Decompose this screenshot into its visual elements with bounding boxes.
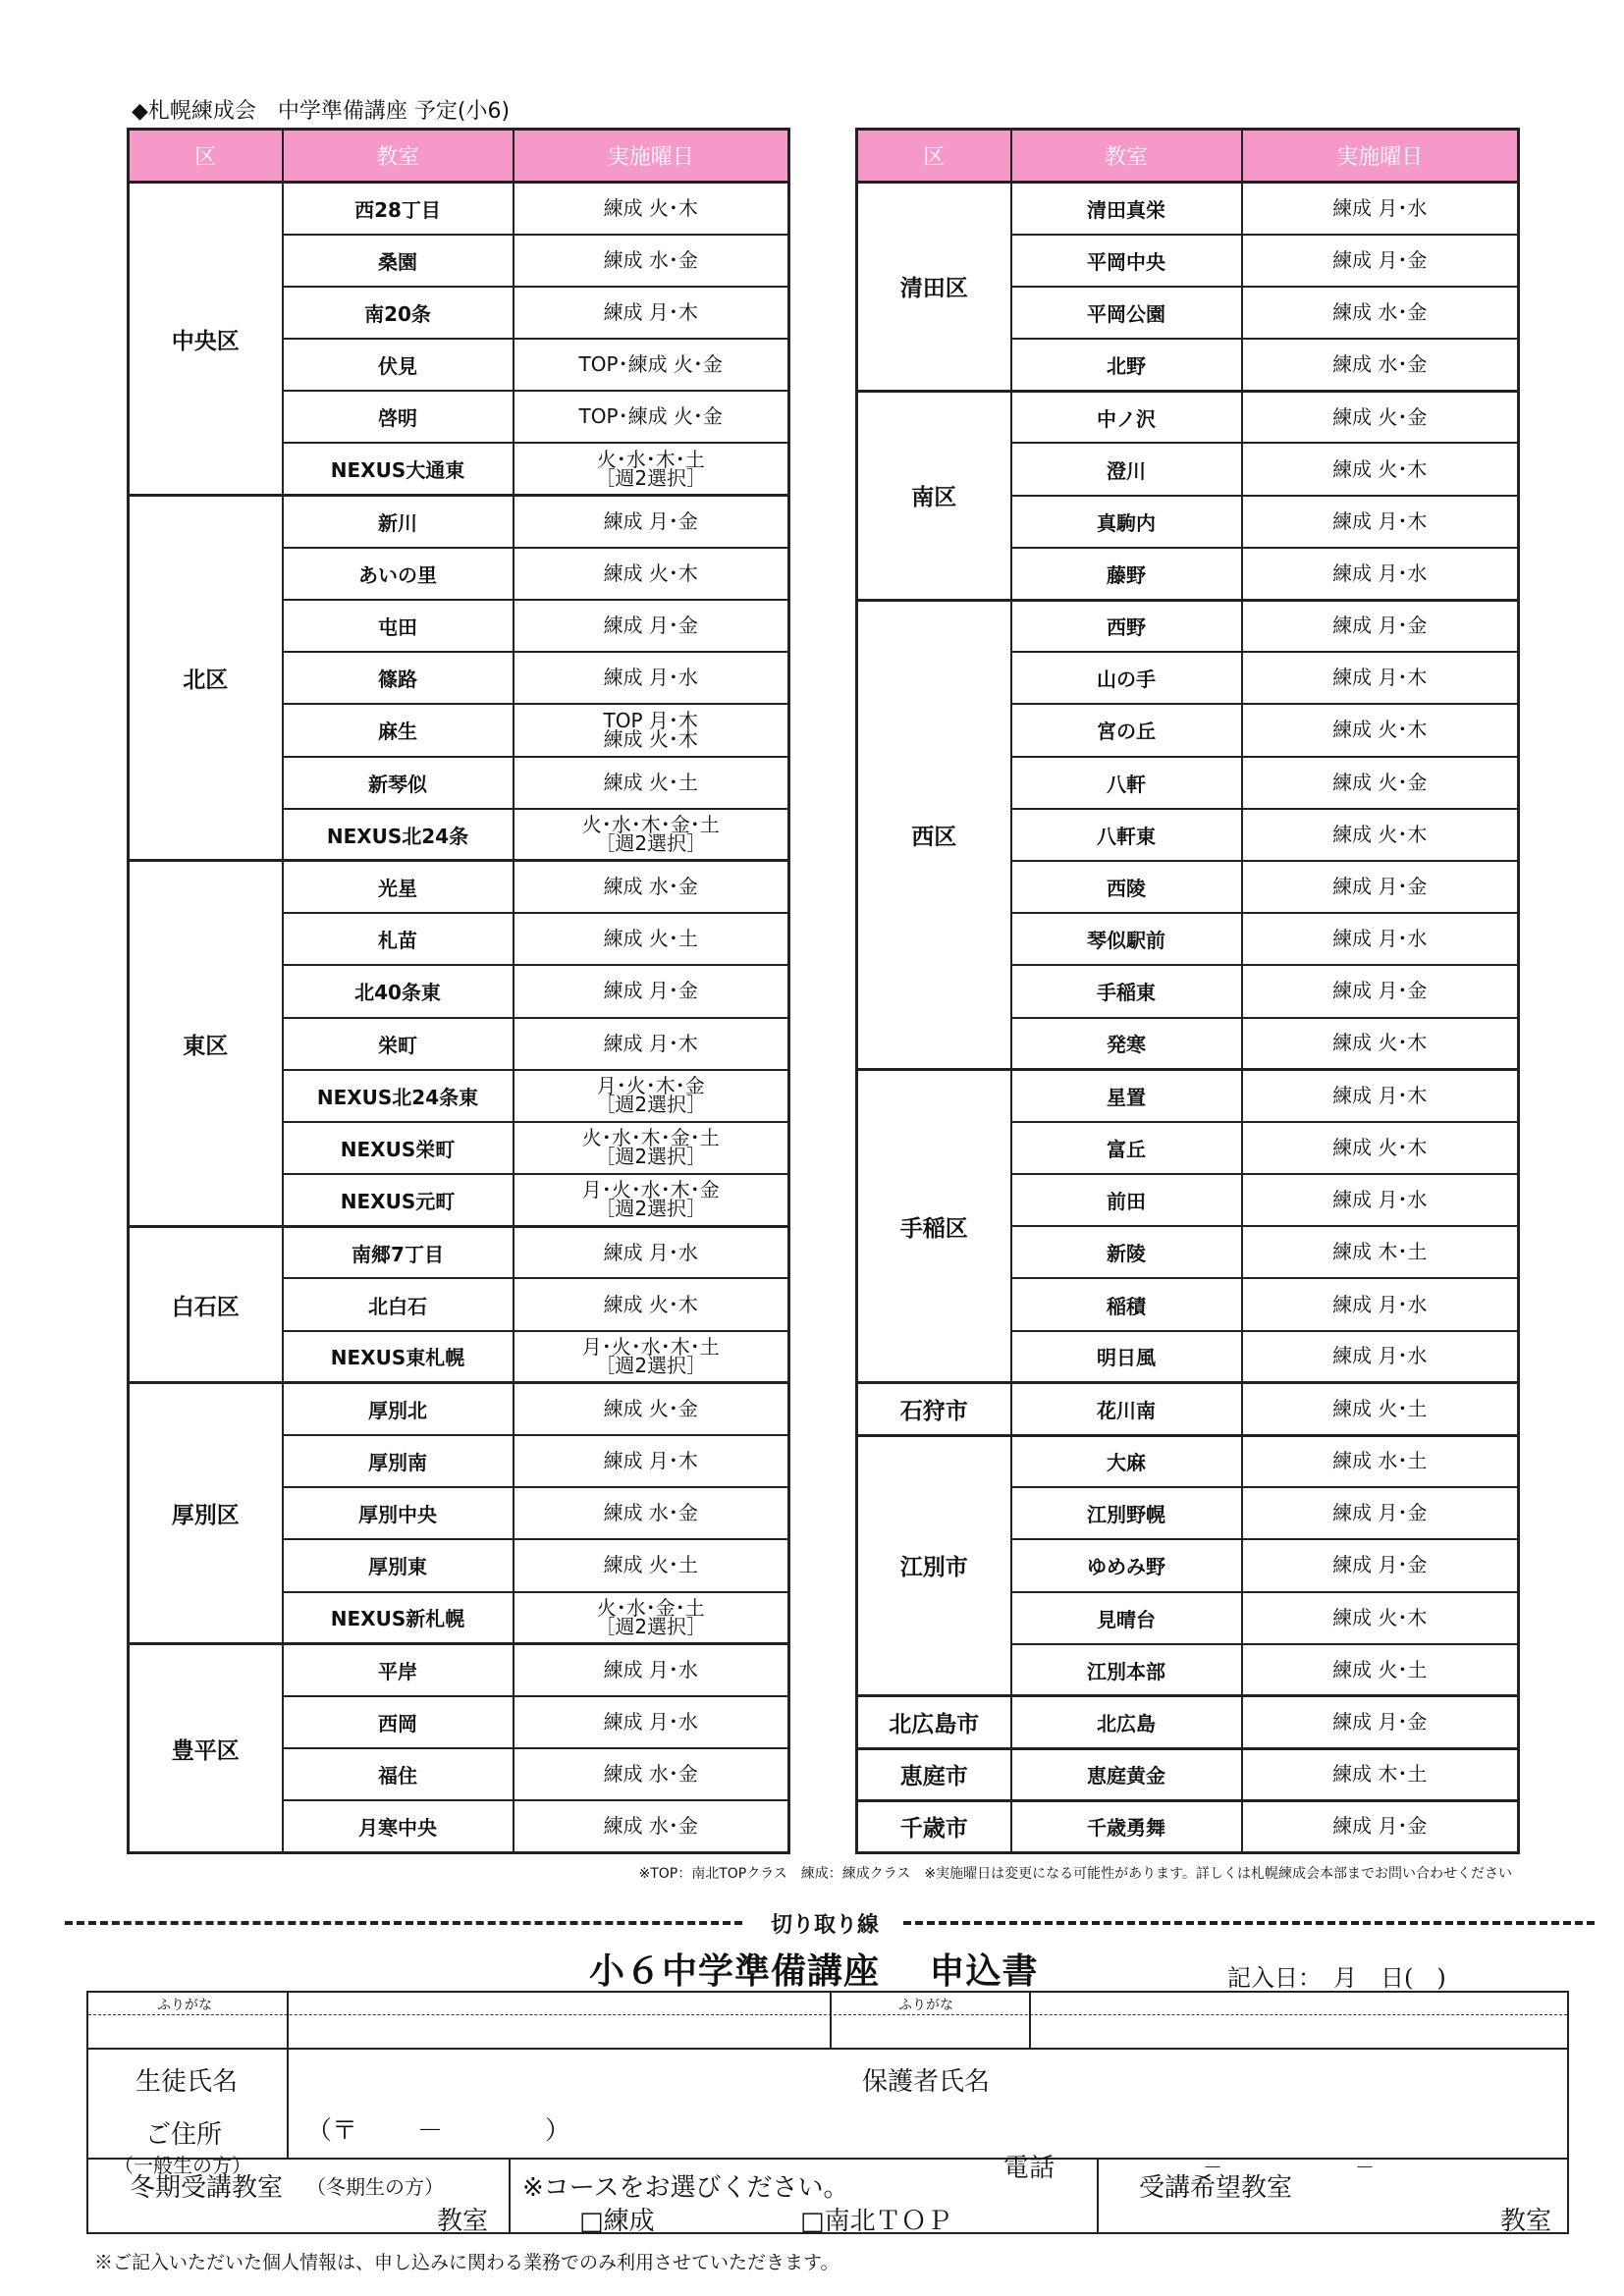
document-title: ◆札幌練成会 中学準備講座 予定(小6) <box>132 99 511 124</box>
day-cell <box>1242 600 1519 652</box>
room-cell: 厚別北 <box>283 1383 514 1435</box>
ward-cell: 石狩市 <box>857 1383 1011 1435</box>
day-cell <box>1242 1331 1519 1383</box>
room-cell: 西岡 <box>283 1696 514 1748</box>
day-cell <box>514 1383 789 1435</box>
entry-date-field[interactable]: 記入日： 月 日( ) <box>1227 1964 1446 1992</box>
option-rensei-checkbox[interactable]: □練成 <box>579 2207 655 2236</box>
day-line: 練成 火･木 <box>1332 456 1428 481</box>
day-line: 練成 火･木 <box>1332 822 1428 846</box>
day-line: 火･水･木･土 <box>596 447 705 471</box>
room-cell: 新陵 <box>1011 1226 1242 1278</box>
day-line: 練成 木･土 <box>1332 1762 1428 1787</box>
room-cell: 伏見 <box>283 339 514 391</box>
table-row <box>857 1748 1519 1800</box>
ward-cell: 恵庭市 <box>857 1748 1011 1800</box>
day-cell <box>514 1592 789 1644</box>
day-line: 練成 月･金 <box>1332 247 1428 272</box>
table-row <box>129 1644 789 1696</box>
room-cell: 千歳勇舞 <box>1011 1800 1242 1852</box>
day-line: 火･水･木･金･土 <box>581 813 720 837</box>
day-cell <box>1242 1800 1519 1852</box>
schedule-table-left <box>127 128 790 1854</box>
day-cell <box>514 1278 789 1330</box>
room-cell: 南郷7丁目 <box>283 1226 514 1278</box>
day-cell <box>1242 1644 1519 1696</box>
day-line: 練成 水･金 <box>1332 351 1428 376</box>
day-line: 練成 火･木 <box>603 195 698 220</box>
day-line: 練成 月･水 <box>1332 195 1428 220</box>
day-cell <box>1242 1487 1519 1539</box>
ward-cell: 東区 <box>129 861 283 1226</box>
day-line: 練成 月･水 <box>1332 927 1428 951</box>
room-cell: 福住 <box>283 1748 514 1800</box>
day-cell <box>1242 809 1519 861</box>
room-cell: 栄町 <box>283 1018 514 1070</box>
day-line: ［週2選択］ <box>595 1353 707 1377</box>
room-cell: 明日風 <box>1011 1331 1242 1383</box>
day-line: 練成 月･金 <box>603 614 698 638</box>
privacy-note: ※ご記入いただいた個人情報は、申し込みに関わる業務でのみ利用させていただきます。 <box>94 2252 839 2273</box>
day-line: 練成 水･金 <box>603 875 698 899</box>
day-line: 練成 月･水 <box>1332 561 1428 585</box>
application-form <box>86 1991 1569 2234</box>
day-line: 練成 火･金 <box>1332 404 1428 429</box>
room-cell: あいの里 <box>283 548 514 600</box>
day-cell <box>514 1174 789 1226</box>
table-row <box>857 1070 1519 1122</box>
day-line: 練成 火･木 <box>603 1292 698 1316</box>
room-cell: 麻生 <box>283 704 514 756</box>
day-line: 練成 月･木 <box>1332 508 1428 533</box>
day-cell <box>514 1539 789 1591</box>
room-cell: 新琴似 <box>283 757 514 809</box>
day-line: 練成 月･木 <box>603 1031 698 1055</box>
day-cell <box>1242 1070 1519 1122</box>
address-label: ご住所 <box>145 2120 223 2150</box>
row-divider <box>88 2158 1567 2160</box>
room-cell: NEXUS栄町 <box>283 1122 514 1174</box>
header-ward: 区 <box>129 130 283 183</box>
day-cell <box>1242 1696 1519 1748</box>
room-cell: 平岸 <box>283 1644 514 1696</box>
room-cell: 見晴台 <box>1011 1592 1242 1644</box>
day-line: 練成 火･木 <box>603 561 698 585</box>
room-cell: NEXUS北24条 <box>283 809 514 861</box>
furigana-label-guardian: ふりがな <box>898 1998 953 2013</box>
option-top-checkbox[interactable]: □南北ＴＯＰ <box>800 2207 952 2236</box>
room-cell: 北40条東 <box>283 965 514 1017</box>
table-row <box>857 1435 1519 1487</box>
room-cell: 八軒東 <box>1011 809 1242 861</box>
day-line: 練成 月･金 <box>1332 1814 1428 1839</box>
day-line: 練成 月･金 <box>603 979 698 1003</box>
day-cell <box>1242 1018 1519 1070</box>
cut-line-left <box>65 1921 742 1925</box>
header-room: 教室 <box>1011 130 1242 183</box>
room-cell: 富丘 <box>1011 1122 1242 1174</box>
day-cell <box>514 339 789 391</box>
day-line: 練成 火･金 <box>603 1397 698 1421</box>
day-line: 練成 月･水 <box>1332 1188 1428 1212</box>
room-cell: 西野 <box>1011 600 1242 652</box>
day-cell <box>1242 1226 1519 1278</box>
cut-line-right <box>903 1921 1595 1925</box>
ward-cell: 白石区 <box>129 1226 283 1383</box>
postal-dash: － <box>417 2116 444 2146</box>
day-cell <box>1242 1174 1519 1226</box>
ward-cell: 西区 <box>857 600 1011 1070</box>
day-line: 練成 月･金 <box>1332 1553 1428 1577</box>
room-cell: 札苗 <box>283 913 514 965</box>
ward-cell: 厚別区 <box>129 1383 283 1644</box>
day-line: 練成 月･水 <box>603 666 698 690</box>
room-cell: 江別本部 <box>1011 1644 1242 1696</box>
ward-cell: 江別市 <box>857 1435 1011 1696</box>
day-line: 練成 月･金 <box>1332 1501 1428 1525</box>
day-line: 練成 火･金 <box>1332 770 1428 794</box>
header-day: 実施曜日 <box>514 130 789 183</box>
room-cell: 平岡公園 <box>1011 287 1242 339</box>
day-cell <box>514 600 789 652</box>
winter-class-label: 冬期受講教室 <box>130 2173 284 2203</box>
room-cell: 前田 <box>1011 1174 1242 1226</box>
room-cell: 八軒 <box>1011 757 1242 809</box>
day-line: 火･水･金･土 <box>596 1595 705 1620</box>
student-name-input[interactable] <box>289 2016 830 2048</box>
room-cell: 手稲東 <box>1011 965 1242 1017</box>
room-cell: 発寒 <box>1011 1018 1242 1070</box>
room-cell: 中ノ沢 <box>1011 391 1242 443</box>
day-cell <box>514 757 789 809</box>
room-cell: 篠路 <box>283 652 514 704</box>
day-cell <box>514 1800 789 1852</box>
table-row <box>129 1383 789 1435</box>
phone-label: 電話 <box>1003 2154 1056 2183</box>
col-divider <box>509 2158 511 2234</box>
header-room: 教室 <box>283 130 514 183</box>
day-cell <box>514 861 789 913</box>
winter-class-suffix: 教室 <box>437 2207 489 2236</box>
day-cell <box>1242 1122 1519 1174</box>
footnote: ※TOP：南北TOPクラス 練成：練成クラス ※実施曜日は変更になる可能性があります。詳しくは札幌練成会本部までお問い合わせください <box>638 1866 1512 1882</box>
day-cell <box>1242 443 1519 495</box>
room-cell: 恵庭黄金 <box>1011 1748 1242 1800</box>
ward-cell: 南区 <box>857 391 1011 600</box>
room-cell: 稲積 <box>1011 1278 1242 1330</box>
day-line: TOP 月･木 <box>603 708 698 732</box>
ward-cell: 北広島市 <box>857 1696 1011 1748</box>
room-cell: 藤野 <box>1011 548 1242 600</box>
day-cell <box>1242 1539 1519 1591</box>
room-cell: NEXUS元町 <box>283 1174 514 1226</box>
table-row <box>857 1696 1519 1748</box>
day-line: 火･水･木･金･土 <box>581 1126 720 1150</box>
day-cell <box>1242 1435 1519 1487</box>
room-cell: 琴似駅前 <box>1011 913 1242 965</box>
room-cell: NEXUS新札幌 <box>283 1592 514 1644</box>
room-cell: ゆめみ野 <box>1011 1539 1242 1591</box>
day-line: 練成 月･水 <box>603 1240 698 1264</box>
winter-class-note: （冬期生の方） <box>306 2175 444 2199</box>
day-cell <box>1242 1592 1519 1644</box>
form-title: 小６中学準備講座 申込書 <box>589 1951 1039 1992</box>
day-line: 練成 月･木 <box>603 299 698 324</box>
room-cell: 北広島 <box>1011 1696 1242 1748</box>
header-row <box>129 130 789 183</box>
ward-cell: 清田区 <box>857 183 1011 392</box>
room-cell: 宮の丘 <box>1011 704 1242 756</box>
day-cell <box>514 1070 789 1122</box>
day-cell <box>514 391 789 443</box>
table-row <box>857 1383 1519 1435</box>
col-divider <box>830 1993 832 2048</box>
header-day: 実施曜日 <box>1242 130 1519 183</box>
ward-cell: 中央区 <box>129 183 283 496</box>
day-line: 練成 火･土 <box>603 1553 698 1577</box>
ward-cell: 豊平区 <box>129 1644 283 1853</box>
room-cell: 北白石 <box>283 1278 514 1330</box>
day-cell <box>514 287 789 339</box>
day-line: 練成 月･金 <box>1332 1710 1428 1735</box>
day-cell <box>1242 183 1519 235</box>
day-cell <box>514 1435 789 1487</box>
room-cell: 北野 <box>1011 339 1242 391</box>
room-cell: 真駒内 <box>1011 496 1242 548</box>
day-cell <box>514 1226 789 1278</box>
table-row <box>129 1226 789 1278</box>
furigana-label-student: ふりがな <box>157 1998 212 2013</box>
day-line: 練成 月･木 <box>1332 666 1428 690</box>
day-line: 練成 火･木 <box>1332 718 1428 742</box>
room-cell: 南20条 <box>283 287 514 339</box>
day-cell <box>1242 965 1519 1017</box>
day-cell <box>1242 287 1519 339</box>
day-cell <box>514 704 789 756</box>
schedule-table-right <box>855 128 1520 1854</box>
room-cell: NEXUS大通東 <box>283 443 514 495</box>
header-row <box>857 130 1519 183</box>
day-cell <box>514 1331 789 1383</box>
room-cell: 桑園 <box>283 235 514 287</box>
day-line: ［週2選択］ <box>595 1614 707 1638</box>
day-line: 練成 月･水 <box>1332 1292 1428 1316</box>
desired-class-suffix: 教室 <box>1500 2207 1552 2236</box>
table-row <box>857 183 1519 235</box>
table-row <box>129 183 789 235</box>
room-cell: 清田真栄 <box>1011 183 1242 235</box>
day-line: 練成 月･金 <box>603 508 698 533</box>
day-line: 練成 月･金 <box>1332 875 1428 899</box>
room-cell: NEXUS北24条東 <box>283 1070 514 1122</box>
room-cell: NEXUS東札幌 <box>283 1331 514 1383</box>
table-row <box>129 861 789 913</box>
room-cell: 光星 <box>283 861 514 913</box>
day-cell <box>514 235 789 287</box>
table-row <box>857 391 1519 443</box>
ward-cell: 千歳市 <box>857 1800 1011 1852</box>
day-line: ［週2選択］ <box>595 1093 707 1117</box>
day-line: 月･火･木･金 <box>596 1074 705 1098</box>
furigana-divider <box>88 2014 1567 2015</box>
day-line: 月･火･水･木･土 <box>581 1334 720 1359</box>
day-line: ［週2選択］ <box>595 831 707 856</box>
day-line: 練成 水･金 <box>1332 299 1428 324</box>
day-line: ［週2選択］ <box>595 1145 707 1169</box>
table-row <box>129 496 789 548</box>
day-cell <box>1242 704 1519 756</box>
guardian-name-input[interactable] <box>1031 2016 1567 2048</box>
day-cell <box>1242 652 1519 704</box>
day-line: 練成 月･水 <box>1332 1344 1428 1368</box>
room-cell: 厚別南 <box>283 1435 514 1487</box>
day-line: 練成 水･土 <box>1332 1449 1428 1473</box>
day-cell <box>514 1644 789 1696</box>
table-row <box>857 600 1519 652</box>
room-cell: 厚別東 <box>283 1539 514 1591</box>
day-cell <box>514 1696 789 1748</box>
day-line: 練成 水･金 <box>603 1762 698 1787</box>
day-line: 練成 火･土 <box>1332 1396 1428 1420</box>
table-row <box>857 1800 1519 1852</box>
day-line: 練成 火･土 <box>1332 1657 1428 1682</box>
room-cell: 江別野幌 <box>1011 1487 1242 1539</box>
day-cell <box>514 809 789 861</box>
day-cell <box>514 183 789 235</box>
day-cell <box>514 965 789 1017</box>
cut-line-label: 切り取り線 <box>770 1913 879 1938</box>
day-cell <box>514 913 789 965</box>
day-cell <box>1242 861 1519 913</box>
desired-class-label: 受講希望教室 <box>1139 2173 1293 2203</box>
day-cell <box>1242 391 1519 443</box>
day-line: TOP･練成 火･金 <box>578 352 723 377</box>
room-cell: 澄川 <box>1011 443 1242 495</box>
day-cell <box>514 496 789 548</box>
day-line: 練成 月･金 <box>1332 614 1428 638</box>
postal-open: （〒 <box>306 2116 358 2146</box>
day-line: 練成 水･金 <box>603 1814 698 1839</box>
day-line: 練成 火･木 <box>1332 1031 1428 1055</box>
day-cell <box>1242 339 1519 391</box>
day-cell <box>1242 757 1519 809</box>
room-cell: 山の手 <box>1011 652 1242 704</box>
address-note: （一般生の方） <box>114 2154 251 2177</box>
ward-cell: 北区 <box>129 496 283 861</box>
day-line: 練成 火･木 <box>603 726 698 751</box>
room-cell: 啓明 <box>283 391 514 443</box>
phone-dash-2: － <box>1355 2156 1375 2179</box>
room-cell: 大麻 <box>1011 1435 1242 1487</box>
room-cell: 平岡中央 <box>1011 235 1242 287</box>
day-cell <box>514 443 789 495</box>
day-cell <box>514 548 789 600</box>
room-cell: 花川南 <box>1011 1383 1242 1435</box>
postal-close: ） <box>545 2116 571 2146</box>
day-cell <box>1242 913 1519 965</box>
student-name-label: 生徒氏名 <box>135 2067 239 2097</box>
room-cell: 西28丁目 <box>283 183 514 235</box>
guardian-name-label: 保護者氏名 <box>862 2067 991 2097</box>
day-line: ［週2選択］ <box>595 1197 707 1221</box>
day-cell <box>514 1122 789 1174</box>
course-prompt: ※コースをお選びください。 <box>522 2173 849 2203</box>
room-cell: 西陵 <box>1011 861 1242 913</box>
day-line: 練成 火･木 <box>1332 1135 1428 1159</box>
header-ward: 区 <box>857 130 1011 183</box>
day-line: 練成 木･土 <box>1332 1240 1428 1264</box>
room-cell: 月寒中央 <box>283 1800 514 1852</box>
day-line: 練成 月･水 <box>603 1710 698 1735</box>
day-line: 練成 月･木 <box>1332 1084 1428 1108</box>
day-cell <box>1242 548 1519 600</box>
day-cell <box>514 1018 789 1070</box>
day-line: 月･火･水･木･金 <box>581 1178 720 1202</box>
day-cell <box>514 1748 789 1800</box>
day-cell <box>1242 235 1519 287</box>
room-cell: 星置 <box>1011 1070 1242 1122</box>
day-cell <box>1242 1748 1519 1800</box>
col-divider <box>1097 2158 1099 2234</box>
day-line: 練成 水･金 <box>603 1501 698 1525</box>
room-cell: 屯田 <box>283 600 514 652</box>
day-line: 練成 月･水 <box>603 1658 698 1682</box>
ward-cell: 手稲区 <box>857 1070 1011 1383</box>
day-cell <box>1242 1278 1519 1330</box>
day-line: 練成 火･土 <box>603 927 698 951</box>
address-input[interactable] <box>289 2050 1567 2158</box>
day-cell <box>514 1487 789 1539</box>
day-line: 練成 月･木 <box>603 1449 698 1473</box>
room-cell: 新川 <box>283 496 514 548</box>
day-cell <box>514 652 789 704</box>
day-line: 練成 火･木 <box>1332 1605 1428 1629</box>
day-cell <box>1242 496 1519 548</box>
day-line: 練成 水･金 <box>603 247 698 272</box>
day-line: TOP･練成 火･金 <box>578 404 723 429</box>
room-cell: 厚別中央 <box>283 1487 514 1539</box>
day-line: 練成 月･金 <box>1332 979 1428 1003</box>
day-line: 練成 火･土 <box>603 770 698 794</box>
day-line: ［週2選択］ <box>595 465 707 490</box>
phone-dash-1: － <box>1203 2156 1222 2179</box>
day-cell <box>1242 1383 1519 1435</box>
